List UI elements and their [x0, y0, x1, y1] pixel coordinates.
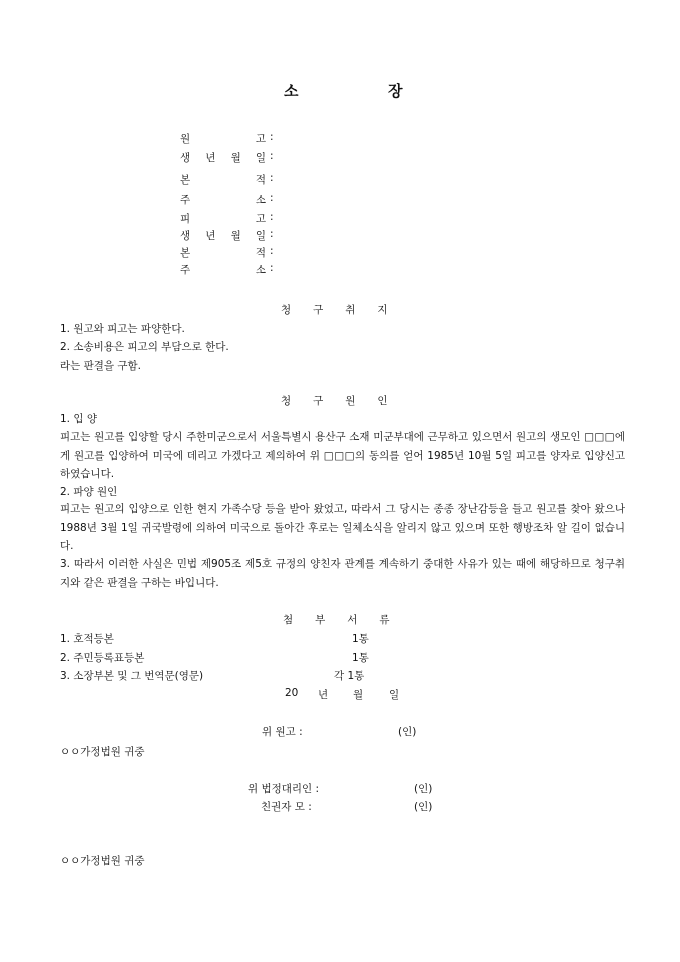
label-char: 년: [205, 152, 216, 164]
label-char: 본: [180, 174, 191, 186]
section-heading-claim-cause: 청구원인: [281, 395, 410, 407]
section-heading-attachments: 첨부서류: [283, 614, 412, 626]
attachment-name: 3. 소장부본 및 그 번역문(영문): [60, 670, 204, 682]
colon: :: [270, 131, 274, 143]
claim-purpose-line-1: 1. 원고와 피고는 파양한다.: [60, 323, 185, 335]
label-char: 월: [230, 230, 241, 242]
attachment-count: 각 1통: [334, 670, 365, 682]
colon: :: [270, 172, 274, 184]
title-char-2: 장: [388, 82, 403, 100]
date-day-unit: 일: [389, 689, 400, 701]
claim-purpose-line-3: 라는 판결을 구함.: [60, 360, 142, 372]
court-addressee-1: ㅇㅇ가정법원 귀중: [60, 746, 145, 758]
label-char: 소: [255, 264, 266, 276]
defendant-address-label: [180, 262, 266, 277]
plaintiff-label: [180, 131, 266, 146]
label-char: 생: [180, 230, 191, 242]
colon: :: [270, 192, 274, 204]
label-char: 피: [180, 213, 191, 225]
plaintiff-address-label: [180, 192, 266, 207]
label-char: 생: [180, 152, 191, 164]
legal-representative-label: 위 법정대리인 :: [248, 783, 320, 795]
label-char: 일: [255, 152, 266, 164]
label-char: 고: [255, 133, 266, 145]
plaintiff-seal: (인): [398, 726, 417, 738]
attachment-name: 1. 호적등본: [60, 633, 114, 645]
cause-section-2-body: 피고는 원고의 입양으로 인한 현지 가족수당 등을 받아 왔었고, 따라서 그 당시는 종종 장난감등을 들고 원고를 찾아 왔으나 1988년 3월 1일 귀국발령에 의하여 미국으로 돌아간 후로는 일체소식을 알리지 않고 있으며 또한 행방조차 알 길이 없습니다.: [60, 503, 625, 553]
defendant-birthdate-label: [180, 228, 266, 243]
cause-section-3-body: 3. 따라서 이러한 사실은 민법 제905조 제5호 규정의 양친자 관계를 계속하기 중대한 사유가 있는 때에 해당하므로 청구취지와 같은 판결을 구하는 바입니다.: [60, 558, 625, 589]
plaintiff-domicile-label: [180, 172, 266, 187]
title-char-1: 소: [284, 82, 299, 100]
court-addressee-2: ㅇㅇ가정법원 귀중: [60, 855, 145, 867]
label-char: 주: [180, 264, 191, 276]
label-char: 원: [180, 133, 191, 145]
label-char: 주: [180, 194, 191, 206]
date-year-unit: 년: [318, 689, 329, 701]
parent-label: 친권자 모 :: [261, 801, 312, 813]
claim-purpose-line-2: 2. 소송비용은 피고의 부담으로 한다.: [60, 341, 229, 353]
date-month-unit: 월: [353, 689, 364, 701]
label-char: 고: [255, 213, 266, 225]
label-char: 본: [180, 247, 191, 259]
cause-section-1-body: 피고는 원고를 입양할 당시 주한미군으로서 서울특별시 용산구 소재 미군부대에 근무하고 있으면서 원고의 생모인 □□□에게 원고를 입양하여 미국에 데리고 가겠다고 제의하여 위 □□□의 동의를 얻어 1985년 10월 5일 피고를 양자로 입양신고 하였습니다.: [60, 431, 625, 481]
label-char: 일: [255, 230, 266, 242]
defendant-label: [180, 211, 266, 226]
defendant-domicile-label: [180, 245, 266, 260]
section-heading-claim-purpose: 청구취지: [281, 304, 410, 316]
plaintiff-signature-label: 위 원고 :: [262, 726, 303, 738]
colon: :: [270, 150, 274, 162]
colon: :: [270, 262, 274, 274]
cause-section-1-title: 1. 입 양: [60, 413, 97, 425]
attachment-name: 2. 주민등록표등본: [60, 652, 145, 664]
label-char: 적: [255, 247, 266, 259]
label-char: 적: [255, 174, 266, 186]
date-year: 20: [285, 687, 299, 699]
attachment-count: 1통: [352, 633, 369, 645]
parent-seal: (인): [414, 801, 433, 813]
label-char: 월: [230, 152, 241, 164]
colon: :: [270, 245, 274, 257]
colon: :: [270, 211, 274, 223]
label-char: 소: [255, 194, 266, 206]
attachment-count: 1통: [352, 652, 369, 664]
label-char: 년: [205, 230, 216, 242]
plaintiff-birthdate-label: [180, 150, 266, 165]
cause-section-2-title: 2. 파양 원인: [60, 486, 118, 498]
legal-representative-seal: (인): [414, 783, 433, 795]
colon: :: [270, 228, 274, 240]
